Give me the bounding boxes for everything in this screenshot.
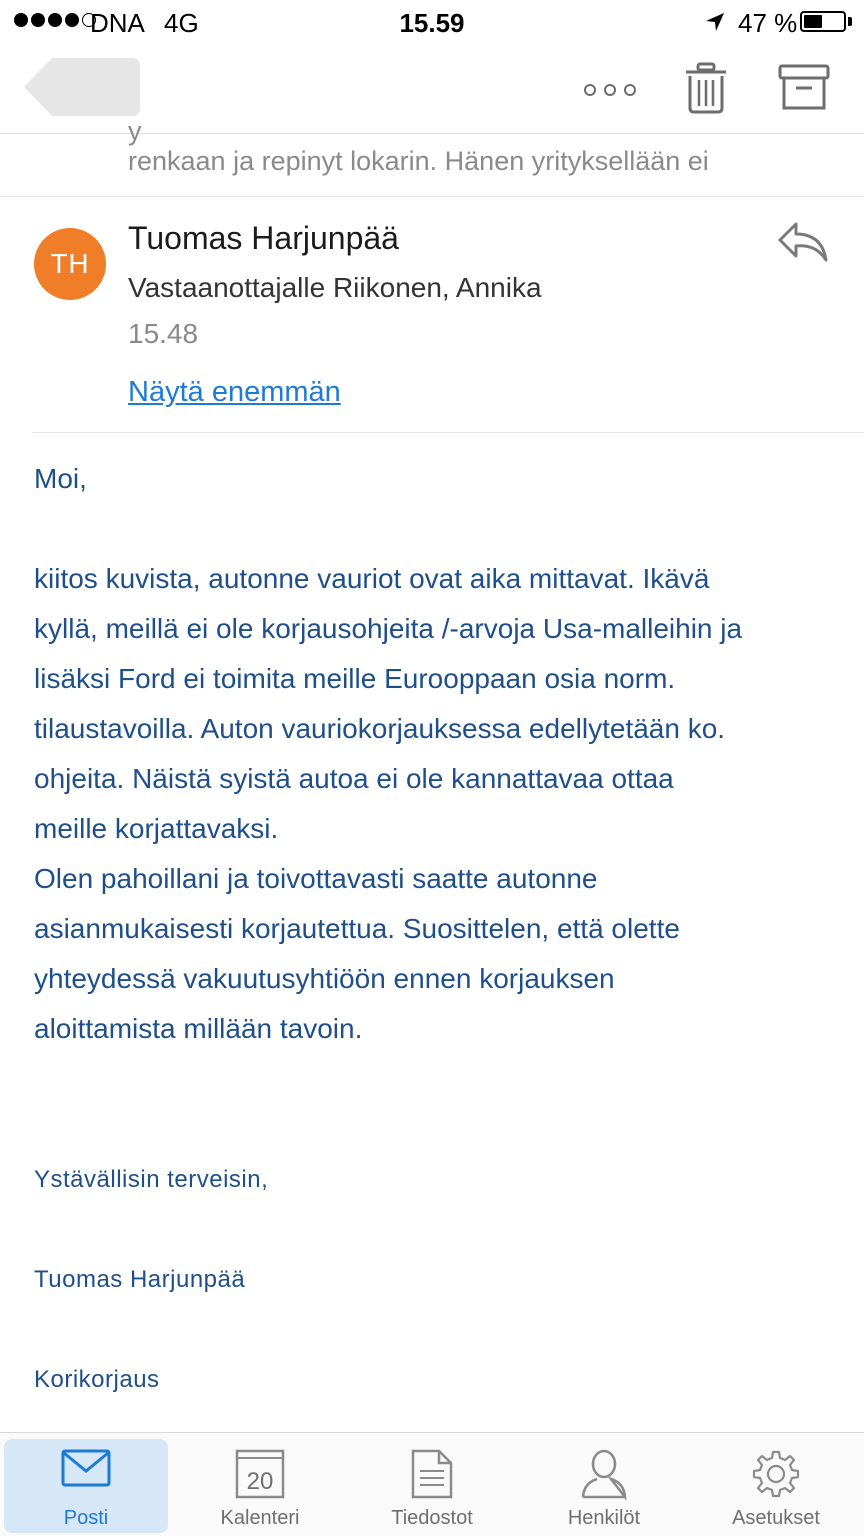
tab-label: Tiedostot: [391, 1507, 473, 1529]
mail-icon: [61, 1449, 111, 1487]
body-line: aloittamista millään tavoin.: [34, 1013, 363, 1044]
calendar-icon: [235, 1449, 285, 1499]
more-options-icon[interactable]: [584, 84, 636, 96]
body-line: meille korjattavaksi.: [34, 813, 279, 844]
location-arrow-icon: [704, 11, 726, 33]
message-paragraph: [34, 554, 844, 1054]
header-divider: [32, 432, 864, 433]
message-greeting: Moi,: [34, 463, 87, 494]
body-line: kyllä, meillä ei ole korjausohjeita /-arvoja Usa-malleihin ja: [34, 613, 743, 644]
tab-label: Asetukset: [732, 1507, 820, 1529]
tab-henkilot[interactable]: [522, 1439, 686, 1533]
battery-icon: [800, 11, 846, 32]
show-more-link[interactable]: Näytä enemmän: [128, 376, 341, 408]
tab-label: Henkilöt: [567, 1507, 641, 1529]
back-button[interactable]: [24, 58, 140, 116]
tab-kalenteri[interactable]: [178, 1439, 342, 1533]
status-time: 15.59: [399, 8, 465, 38]
body-line: kiitos kuvista, autonne vauriot ovat aika mittavat. Ikävä: [34, 563, 710, 594]
signature-name: Tuomas Harjunpää: [34, 1266, 246, 1293]
signature-closing: Ystävällisin terveisin,: [34, 1166, 269, 1193]
status-bar: [0, 0, 864, 44]
network-type: 4G: [164, 8, 199, 38]
tab-asetukset[interactable]: [694, 1439, 858, 1533]
gear-icon: [751, 1449, 801, 1499]
body-line: yhteydessä vakuutusyhtiöön ennen korjauksen: [34, 963, 615, 994]
tab-tiedostot[interactable]: [350, 1439, 514, 1533]
carrier-name: DNA: [90, 8, 145, 38]
archive-icon[interactable]: [778, 64, 830, 112]
battery-percentage: 47 %: [738, 8, 798, 38]
reply-icon[interactable]: [776, 220, 830, 264]
tab-label: Kalenteri: [220, 1507, 300, 1529]
trash-icon[interactable]: [682, 62, 730, 114]
signature-company: Korikorjaus: [34, 1366, 160, 1393]
sender-avatar[interactable]: TH: [34, 228, 106, 300]
previous-message-preview[interactable]: y renkaan ja repinyt lokarin. Hänen yrityksellään ei: [0, 134, 864, 197]
person-icon: [580, 1449, 628, 1499]
sent-time: 15.48: [128, 318, 199, 349]
body-line: Olen pahoillani ja toivottavasti saatte autonne: [34, 863, 598, 894]
sender-name[interactable]: Tuomas Harjunpää: [128, 220, 399, 256]
tab-label: Posti: [63, 1507, 109, 1529]
tab-posti[interactable]: [4, 1439, 168, 1533]
previous-message-snippet: renkaan ja repinyt lokarin. Hänen yrityksellään ei: [128, 146, 709, 176]
document-icon: [411, 1449, 453, 1499]
calendar-day: 20: [246, 1468, 274, 1495]
body-line: lisäksi Ford ei toimita meille Eurooppaan osia norm.: [34, 663, 676, 694]
tab-bar: [0, 1432, 864, 1536]
body-line: ohjeita. Näistä syistä autoa ei ole kannattavaa ottaa: [34, 763, 674, 794]
recipients-line: Vastaanottajalle Riikonen, Annika: [128, 272, 542, 303]
body-line: asianmukaisesti korjautettua. Suosittelen, että olette: [34, 913, 680, 944]
body-line: tilaustavoilla. Auton vauriokorjauksessa edellytetään ko.: [34, 713, 726, 744]
